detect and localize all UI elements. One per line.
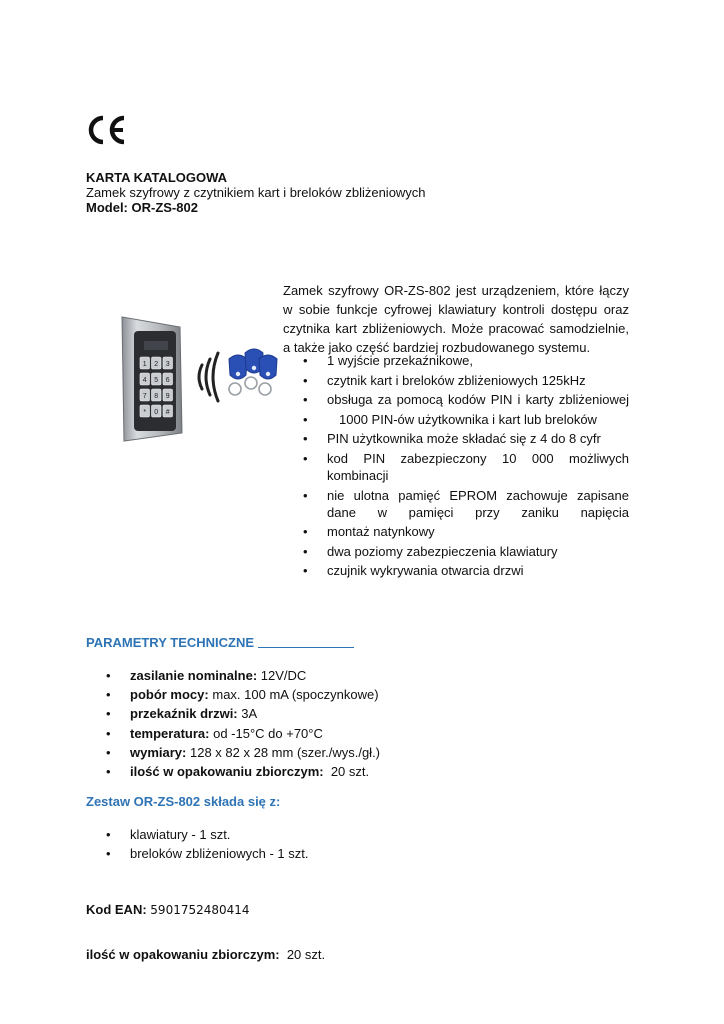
- features-list: [283, 352, 629, 582]
- keypad-key-label: 7: [142, 393, 147, 400]
- document-subtitle: Zamek szyfrowy z czytnikiem kart i breloków zbliżeniowych: [86, 185, 426, 200]
- keypad-key-label: 0: [154, 409, 159, 416]
- list-item: • obsługa za pomocą kodów PIN i karty zbliżeniowej: [303, 392, 629, 408]
- keypad-key-label: 6: [165, 377, 170, 384]
- keypad-key-label: 1: [142, 361, 147, 368]
- keypad-key-label: 5: [154, 377, 159, 384]
- param-item: • zasilanie nominalne: 12V/DC: [106, 668, 307, 683]
- param-item: • przekaźnik drzwi: 3A: [106, 706, 258, 722]
- list-item: • kod PIN zabezpieczony 10 000 możliwych kombinacji: [303, 450, 629, 483]
- param-item: • wymiary: 128 x 82 x 28 mm (szer./wys./gł.): [106, 744, 381, 760]
- list-item: • czytnik kart i breloków zbliżeniowych 125kHz: [303, 372, 586, 388]
- keypad-key-label: 8: [154, 393, 159, 400]
- set-contents-heading: Zestaw OR-ZS-802 składa się z:: [86, 794, 281, 809]
- list-item: • dwa poziomy zabezpieczenia klawiatury: [303, 543, 558, 559]
- packaging-quantity: ilość w opakowaniu zbiorczym: 20 szt.: [86, 947, 326, 962]
- list-item: • czujnik wykrywania otwarcia drzwi: [303, 563, 524, 579]
- intro-paragraph: Zamek szyfrowy OR-ZS-802 jest urządzeniem, które łączy w sobie funkcje cyfrowej klawiatury kontroli dostępu oraz czytnika kart zbliżeniowych. Może pracować samodzielnie, a także jako część bardziej rozbudowanego systemu.: [283, 283, 629, 355]
- list-item: • nie ulotna pamięć EPROM zachowuje zapisane dane w pamięci przy zaniku napięcia: [303, 487, 629, 520]
- wireless-signal-icon: [199, 353, 218, 401]
- keypad-device: [122, 317, 182, 441]
- document-title: KARTA KATALOGOWA: [86, 170, 228, 185]
- keypad-key-label: 4: [142, 377, 147, 384]
- keypad-key-label: 9: [165, 393, 170, 400]
- keypad-key-label: 2: [154, 361, 159, 368]
- param-item: • ilość w opakowaniu zbiorczym: 20 szt.: [106, 764, 370, 780]
- param-item: • temperatura: od -15°C do +70°C: [106, 725, 323, 741]
- set-contents-list: [106, 825, 308, 863]
- ce-mark-icon: [86, 114, 128, 146]
- document-header: [86, 170, 426, 215]
- keypad-key-label: #: [165, 409, 170, 416]
- fob-icon: [229, 355, 247, 395]
- list-item: • klawiatury - 1 szt.: [106, 827, 231, 842]
- param-item: • pobór mocy: max. 100 mA (spoczynkowe): [106, 687, 379, 703]
- technical-params-heading: PARAMETRY TECHNICZNE: [86, 635, 354, 650]
- list-item: • breloków zbliżeniowych - 1 szt.: [106, 846, 309, 861]
- fob-icon: [259, 355, 277, 395]
- model-number: Model: OR-ZS-802: [86, 200, 198, 215]
- ean-code: Kod EAN: 5901752480414: [86, 902, 250, 917]
- list-item: • PIN użytkownika może składać się z 4 do 8 cyfr: [303, 431, 601, 447]
- proximity-fobs: [229, 349, 277, 395]
- technical-params-list: [106, 666, 380, 781]
- list-item: • 1000 PIN-ów użytkownika i kart lub breloków: [303, 411, 597, 427]
- list-item: • montaż natynkowy: [303, 524, 435, 540]
- keypad-key-label: 3: [165, 361, 170, 368]
- product-image: [110, 305, 280, 455]
- list-item: • 1 wyjście przekaźnikowe,: [303, 353, 473, 368]
- keypad-key-label: *: [143, 409, 147, 416]
